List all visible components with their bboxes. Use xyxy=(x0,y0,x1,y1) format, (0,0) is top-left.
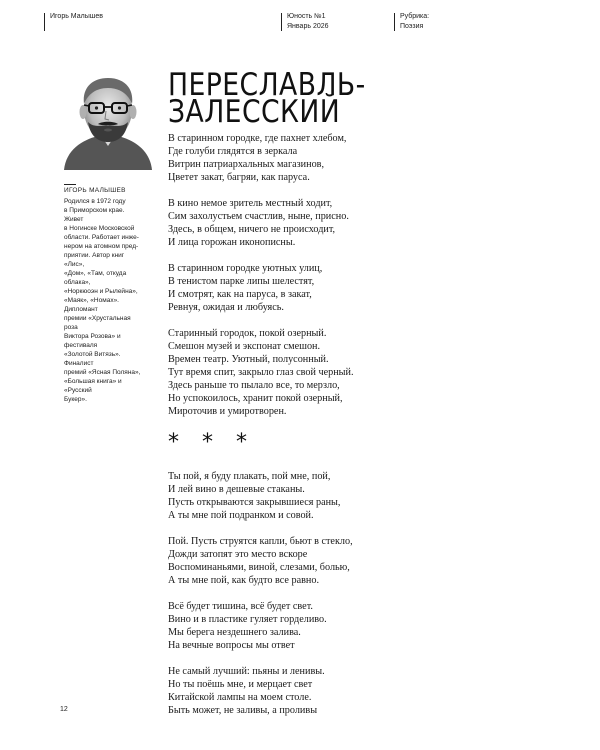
poem-line: Пусть открываются закрывшиеся раны, xyxy=(168,497,341,508)
poem-line: И лей вино в дешевые стаканы. xyxy=(168,484,305,495)
author-portrait xyxy=(60,70,156,170)
poem-line: Не самый лучший: пьяны и ленивы. xyxy=(168,666,325,677)
stanza xyxy=(168,262,354,314)
header-issue: Январь 2026 xyxy=(287,23,329,30)
bio-line: премий «Ясная Поляна», xyxy=(64,369,141,376)
page-number: 12 xyxy=(60,706,68,713)
poem-line: Пой. Пусть струятся капли, бьют в стекло, xyxy=(168,536,353,547)
poem-line: И лица горожан иконописны. xyxy=(168,237,296,248)
bio-line: «Маяк», «Номах». Дипломант xyxy=(64,297,119,313)
poem-line: А ты мне пой, как будто все равно. xyxy=(168,575,319,586)
poem-line: Сим захолустьем счастлив, ныне, присно. xyxy=(168,211,349,222)
poem-line: Но успокоилось, хранит покой озерный, xyxy=(168,393,343,404)
bio-line: Букер». xyxy=(64,396,87,403)
bio-line: премии «Хрустальная роза xyxy=(64,315,131,331)
bio-line: Родился в 1972 году xyxy=(64,198,126,205)
bio-line: приятии. Автор книг «Лис», xyxy=(64,252,125,268)
bio-line: Виктора Розова» и фестиваля xyxy=(64,333,121,349)
header-rubric: Поэзия xyxy=(400,23,424,30)
bio-line: в Ногинске Московской xyxy=(64,225,135,232)
poem-line: Воспоминаньями, виной, слезами, болью, xyxy=(168,562,350,573)
poem-title-line: ПЕРЕСЛАВЛЬ- xyxy=(168,67,366,103)
poem-line: Но ты поёшь мне, и мерцает свет xyxy=(168,679,313,690)
header-divider xyxy=(394,13,395,31)
poem-line: Витрин патриархальных магазинов, xyxy=(168,159,325,170)
stanza xyxy=(168,470,353,522)
header-issue-block xyxy=(287,12,329,32)
poem-title-line: ЗАЛЕССКИЙ xyxy=(168,94,341,130)
poem-line: Быть может, не заливы, а проливы xyxy=(168,705,318,716)
bio-line: области. Работает инже- xyxy=(64,234,139,241)
poem-line: А ты мне пой подранком и совой. xyxy=(168,510,314,521)
stanza xyxy=(168,600,353,652)
poem-line: Ты пой, я буду плакать, пой мне, пой, xyxy=(168,471,331,482)
bio-line: «Норкюоэн и Рылейна», xyxy=(64,288,138,295)
poem-line: Времен театр. Уютный, полусонный. xyxy=(168,354,329,365)
stanza xyxy=(168,327,354,418)
header-journal: Юность №1 xyxy=(287,13,326,20)
bio-line: «Дом», «Там, откуда облака», xyxy=(64,270,127,286)
poem-line: Цветет закат, багряи, как паруса. xyxy=(168,172,310,183)
poem-line: Здесь, в общем, ничего не происходит, xyxy=(168,224,336,235)
bio-name: ИГОРЬ МАЛЫШЕВ xyxy=(64,187,126,194)
poem-line: Вино и в пластике гуляет горделиво. xyxy=(168,614,327,625)
poem-line: Где голуби глядятся в зеркала xyxy=(168,146,298,157)
poem-line: И смотрят, как на паруса, в закат, xyxy=(168,289,312,300)
header-rubric-label: Рубрика: xyxy=(400,13,430,20)
poem-line: На вечные вопросы мы ответ xyxy=(168,640,295,651)
poem-line: Всё будет тишина, всё будет свет. xyxy=(168,601,313,612)
poem-line: Мироточив и умиротворен. xyxy=(168,406,287,417)
stanza xyxy=(168,132,354,184)
poem-line: Мы берега нездешнего залива. xyxy=(168,627,301,638)
bio-line: в Приморском крае. Живет xyxy=(64,207,125,223)
poem-two xyxy=(168,470,353,730)
bio-rule xyxy=(64,184,76,185)
poem-line: В старинном городке уютных улиц, xyxy=(168,263,323,274)
poem-line: Смешон музей и экспонат смешон. xyxy=(168,341,321,352)
poem-line: Здесь раньше то пылало все, то мерзло, xyxy=(168,380,340,391)
header-rubric-block xyxy=(400,12,429,32)
bio-text xyxy=(64,197,144,404)
poem-line: В тенистом парке липы шелестят, xyxy=(168,276,315,287)
poem-line: Китайской лампы на моем столе. xyxy=(168,692,312,703)
header-divider xyxy=(281,13,282,31)
stanza xyxy=(168,535,353,587)
stanza xyxy=(168,197,354,249)
header-divider xyxy=(44,13,45,31)
poem-line: В старинном городке, где пахнет хлебом, xyxy=(168,133,347,144)
stanza xyxy=(168,665,353,717)
section-separator: * * * xyxy=(168,430,255,455)
poem-line: В кино немое зритель местный ходит, xyxy=(168,198,333,209)
poem-line: Дожди затопят это место вскоре xyxy=(168,549,308,560)
poem-line: Ревнуя, ожидая и любуясь. xyxy=(168,302,284,313)
poem-line: Старинный городок, покой озерный. xyxy=(168,328,327,339)
bio-line: «Золотой Витязь». Финалист xyxy=(64,351,121,367)
poem-one xyxy=(168,132,354,431)
poem-line: Тут время спит, закрыло глаз свой черный. xyxy=(168,367,354,378)
bio-line: нером на атомном пред- xyxy=(64,243,139,250)
poem-title xyxy=(168,67,366,130)
header-author: Игорь Малышев xyxy=(50,13,103,20)
bio-line: «Большая книга» и «Русский xyxy=(64,378,122,394)
